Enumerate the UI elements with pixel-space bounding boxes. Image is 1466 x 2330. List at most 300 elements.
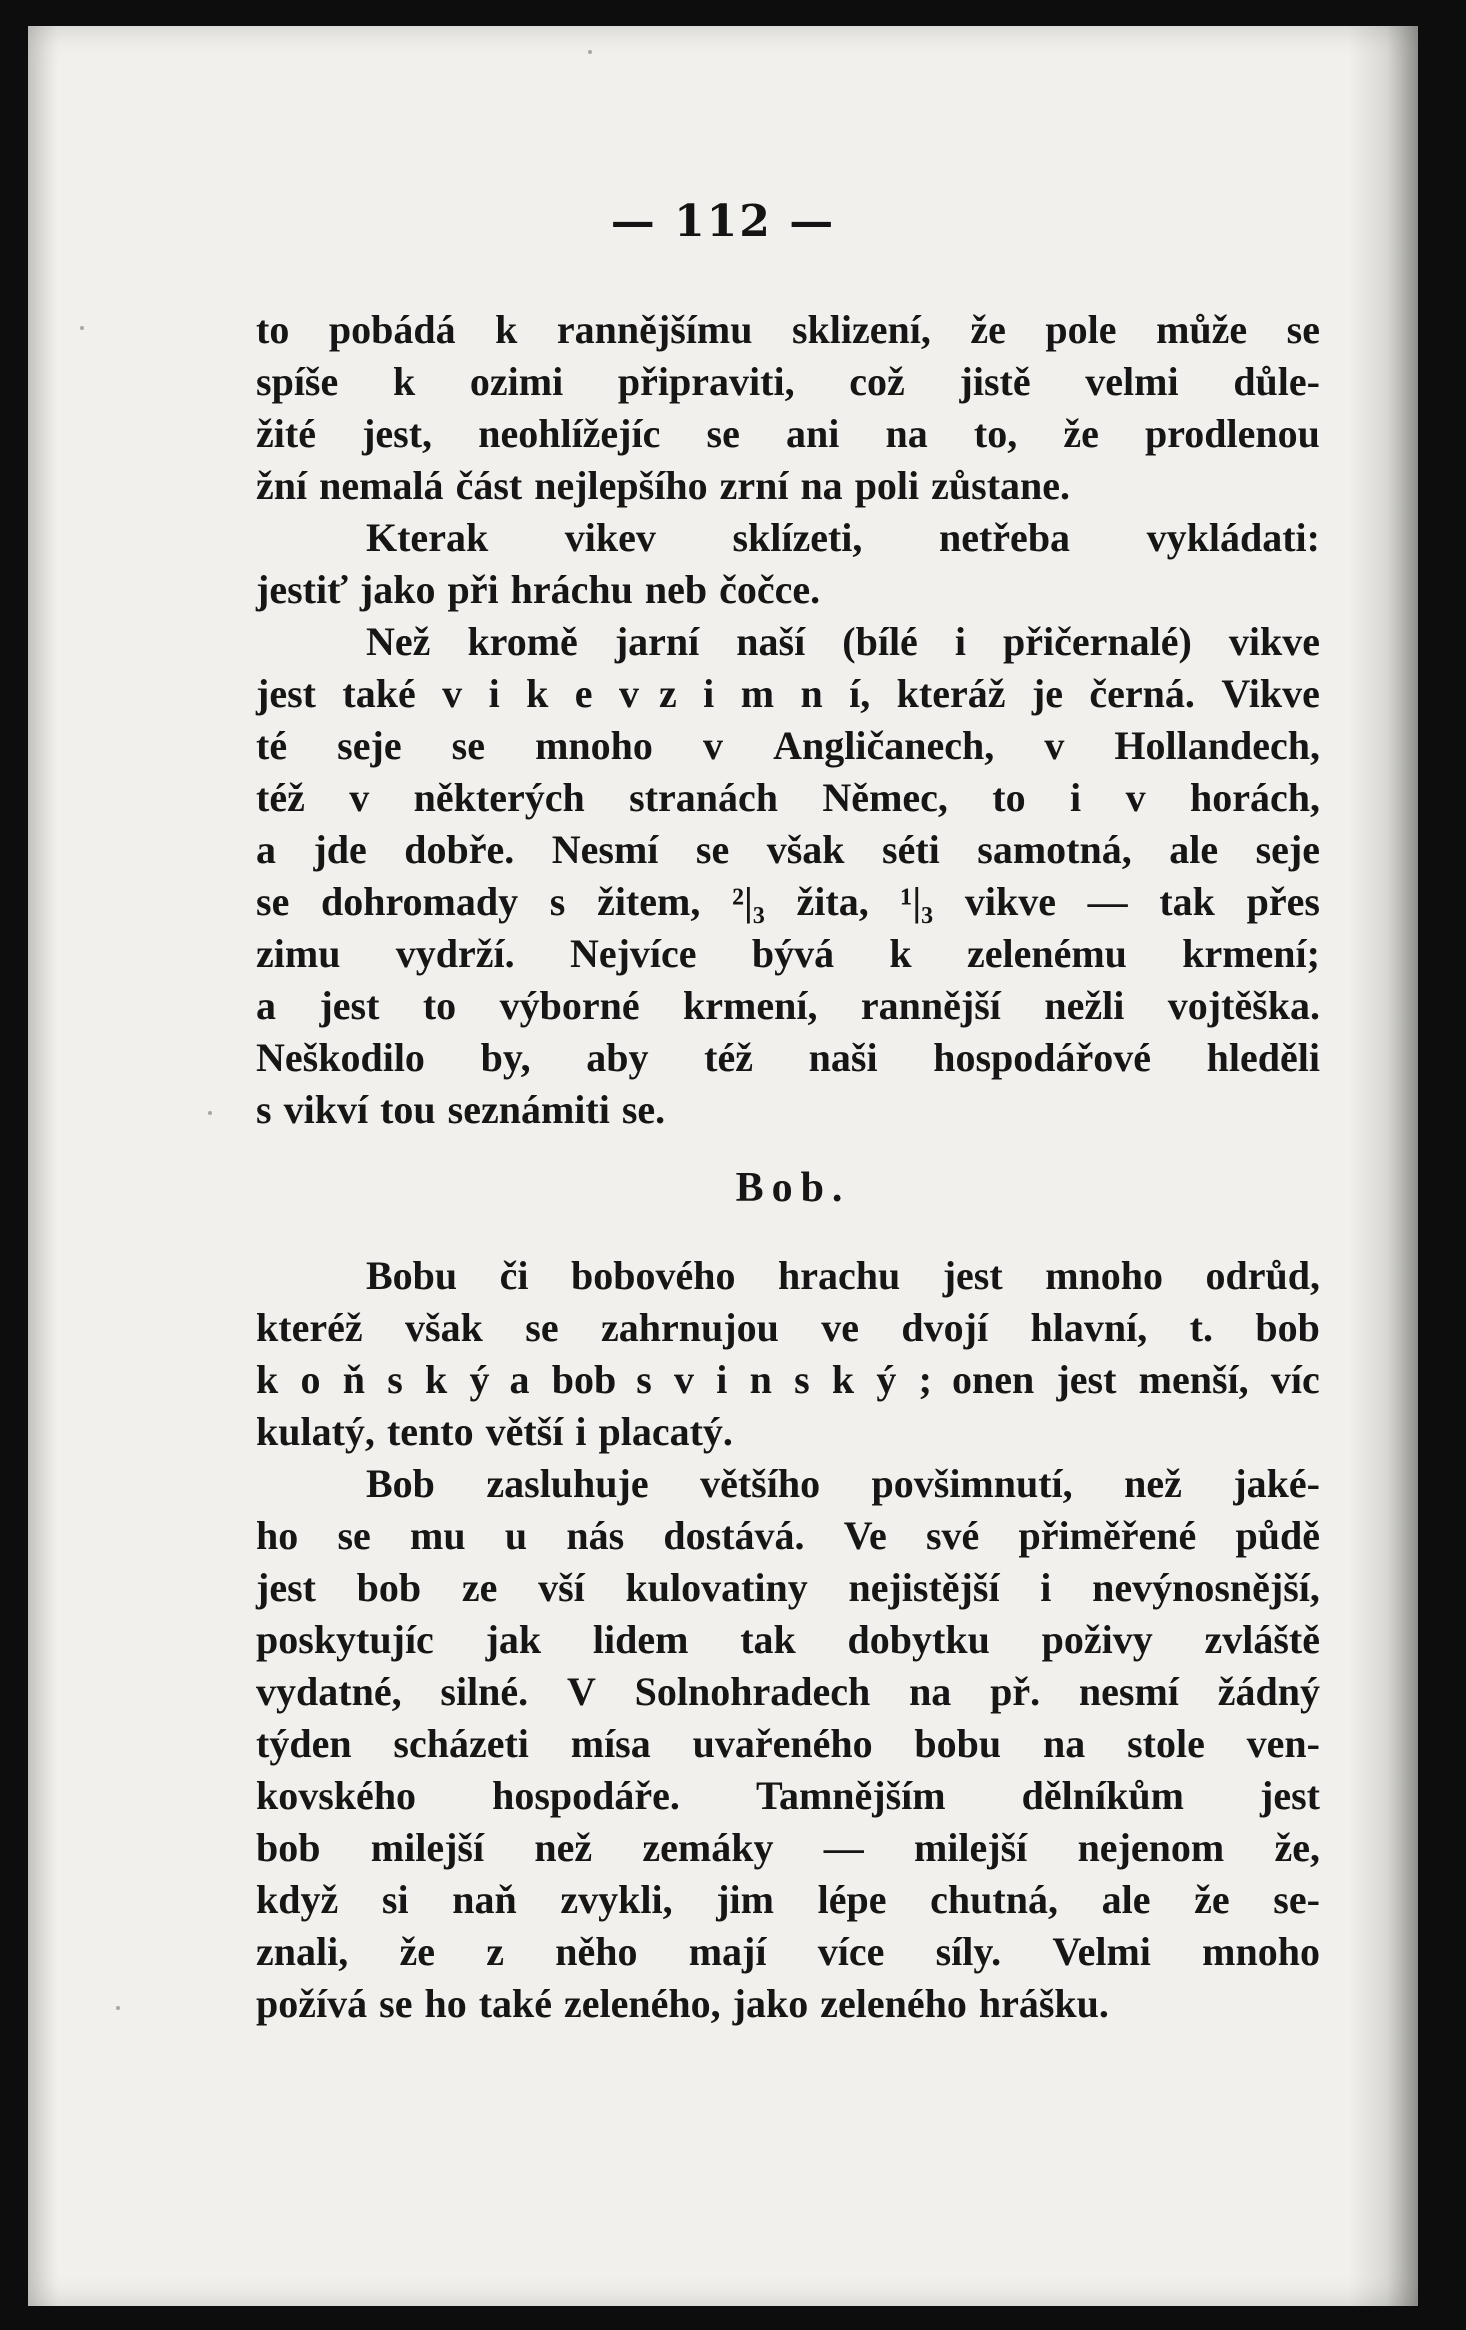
word: se <box>379 1981 413 2026</box>
word: své <box>925 1513 980 1558</box>
word: séti <box>882 827 940 872</box>
word: když <box>256 1877 339 1922</box>
word: kromě <box>467 619 578 664</box>
word: hrášku. <box>978 1981 1109 2026</box>
word: že <box>1063 411 1099 456</box>
word: vykládati: <box>1146 515 1320 560</box>
word: se <box>695 827 730 872</box>
word: kulovatiny <box>625 1565 808 1610</box>
word: jest <box>1056 1357 1117 1402</box>
word: znali, <box>256 1929 349 1974</box>
word: jest <box>256 671 316 716</box>
word: Velmi <box>1052 1929 1151 1974</box>
word: v <box>349 775 370 820</box>
word: (bílé <box>842 619 918 664</box>
word: mnoho <box>1202 1929 1320 1974</box>
word: n <box>800 671 823 716</box>
text-line <box>256 824 1320 876</box>
word: i <box>488 671 500 716</box>
word: může <box>1156 307 1248 352</box>
word: poli <box>854 463 920 508</box>
word: Ve <box>843 1513 887 1558</box>
word: tou <box>380 1087 436 1132</box>
word: zahrnujou <box>601 1305 779 1350</box>
paragraph <box>256 304 1320 512</box>
word: milejší <box>370 1825 485 1870</box>
word: se <box>451 723 485 768</box>
word: vydrží. <box>395 931 515 976</box>
word: aby <box>586 1035 649 1080</box>
word: ; onen <box>918 1357 1035 1402</box>
word: bob <box>1255 1305 1320 1350</box>
text-line <box>256 1978 1320 2030</box>
word: Angličanech, <box>773 723 995 768</box>
word: poživy <box>1041 1617 1153 1662</box>
body-text <box>256 304 1320 2030</box>
word: v <box>674 1357 695 1402</box>
word: seznámiti <box>447 1087 610 1132</box>
word: chutná, <box>930 1877 1058 1922</box>
word: jarní <box>614 619 700 664</box>
word: hleděli <box>1206 1035 1320 1080</box>
text-line <box>256 1354 1320 1406</box>
word: hráchu <box>510 567 633 612</box>
word: k <box>831 1357 855 1402</box>
word: zemáky <box>642 1825 774 1870</box>
text-line <box>256 1084 1320 1136</box>
word: však <box>405 1305 483 1350</box>
word: dvojí <box>901 1305 989 1350</box>
word: silné. <box>440 1669 529 1714</box>
word: s <box>256 1087 272 1132</box>
word: Vikve <box>1221 671 1320 716</box>
word: tak <box>740 1617 796 1662</box>
word: dostává. <box>663 1513 805 1558</box>
word: u <box>504 1513 528 1558</box>
word: Bob <box>366 1461 435 1506</box>
word: zvykli, <box>560 1877 673 1922</box>
word: Bobu <box>366 1253 458 1298</box>
word: by, <box>480 1035 531 1080</box>
word: ven- <box>1246 1721 1320 1766</box>
word: jaké- <box>1233 1461 1320 1506</box>
text-line <box>256 772 1320 824</box>
word: přičernalé) <box>1003 619 1192 664</box>
word: něho <box>555 1929 638 1974</box>
text-line <box>256 564 1320 616</box>
word: Tamnějším <box>755 1773 946 1818</box>
word: í, <box>849 671 871 716</box>
word: — <box>823 1825 864 1870</box>
word: k <box>392 359 416 404</box>
text-line <box>256 1510 1320 1562</box>
word: víc <box>1270 1357 1320 1402</box>
word: nejenom <box>1077 1825 1225 1870</box>
text-line <box>256 408 1320 460</box>
word: jako <box>732 1981 809 2026</box>
word: na <box>885 411 928 456</box>
word: ze <box>461 1565 498 1610</box>
word: placatý. <box>598 1409 733 1454</box>
text-line <box>256 1770 1320 1822</box>
word: je <box>1031 671 1063 716</box>
word: sklizení, <box>791 307 931 352</box>
word: zasluhuje <box>486 1461 649 1506</box>
word: nás <box>566 1513 625 1558</box>
word: naší <box>736 619 806 664</box>
word: krmení; <box>1182 931 1320 976</box>
word: rannějšímu <box>556 307 753 352</box>
word: ale <box>1169 827 1219 872</box>
word: a <box>256 827 276 872</box>
word: i <box>575 1409 587 1454</box>
paper-speck <box>208 1111 212 1115</box>
word: ve <box>821 1305 859 1350</box>
word: nejlepšího <box>534 463 708 508</box>
word: scházeti <box>393 1721 529 1766</box>
word: jim <box>716 1877 774 1922</box>
word: horách, <box>1189 775 1320 820</box>
word: ani <box>785 411 840 456</box>
word: což <box>849 359 905 404</box>
word: hospodářové <box>933 1035 1152 1080</box>
word: i <box>716 1357 728 1402</box>
word: i <box>703 671 715 716</box>
word: nesmí <box>1078 1669 1179 1714</box>
word: naň <box>452 1877 517 1922</box>
word: i <box>1070 775 1082 820</box>
word: více <box>817 1929 885 1974</box>
word: že <box>970 307 1006 352</box>
word: lépe <box>817 1877 887 1922</box>
word: k <box>889 931 912 976</box>
word: jest, <box>362 411 433 456</box>
word: bývá <box>751 931 835 976</box>
word: Nesmí <box>551 827 659 872</box>
word: vikve <box>964 879 1056 924</box>
word: Než <box>366 619 431 664</box>
word: s <box>387 1357 403 1402</box>
word: vikev <box>564 515 656 560</box>
word: výborné <box>499 983 640 1028</box>
word: hrachu <box>778 1253 901 1298</box>
text-line <box>256 928 1320 980</box>
word: bob <box>356 1565 422 1610</box>
text-line <box>256 1458 1320 1510</box>
word: ale <box>1101 1877 1151 1922</box>
word: si <box>381 1877 409 1922</box>
word: k <box>425 1357 448 1402</box>
word: př. <box>990 1669 1041 1714</box>
word: se- <box>1273 1877 1320 1922</box>
word: netřeba <box>938 515 1071 560</box>
word: týden <box>256 1721 352 1766</box>
word: jest <box>1260 1773 1320 1818</box>
word: v <box>1044 723 1065 768</box>
word: se <box>1286 307 1320 352</box>
word: žita, <box>796 879 869 924</box>
word: pole <box>1045 307 1117 352</box>
word: nejistější <box>848 1565 1000 1610</box>
text-line <box>256 304 1320 356</box>
word: bobového <box>571 1253 736 1298</box>
word: ň <box>342 1357 365 1402</box>
word: mnoho <box>535 723 653 768</box>
word: odrůd, <box>1205 1253 1320 1298</box>
word: se <box>337 1513 371 1558</box>
word: v <box>1125 775 1146 820</box>
word: v z <box>618 671 677 716</box>
word: že <box>1194 1877 1230 1922</box>
word: tak <box>1159 879 1215 924</box>
word: seje <box>337 723 402 768</box>
paragraph <box>256 616 1320 1136</box>
word: nežli <box>1044 983 1125 1028</box>
word: Kterak <box>366 515 489 560</box>
section-heading-line <box>256 1162 1320 1214</box>
word: i <box>954 619 966 664</box>
word: též <box>256 775 305 820</box>
word: a <box>256 983 276 1028</box>
text-line <box>256 356 1320 408</box>
word: seje <box>1255 827 1320 872</box>
page-number: — 112 — <box>610 196 836 247</box>
word: na <box>800 463 843 508</box>
book-page <box>28 26 1418 2306</box>
text-line <box>256 1562 1320 1614</box>
word: dohromady <box>321 879 519 924</box>
word: ho <box>256 1513 299 1558</box>
word: větší <box>485 1409 564 1454</box>
word: jak <box>485 1617 542 1662</box>
word: též <box>704 1035 753 1080</box>
word: kteráž <box>896 671 1006 716</box>
word: při <box>447 567 499 612</box>
word: jestiť <box>256 567 348 612</box>
text-line <box>256 1406 1320 1458</box>
word: t. <box>1189 1305 1213 1350</box>
word: s <box>794 1357 810 1402</box>
word: hospodáře. <box>492 1773 680 1818</box>
word: mají <box>688 1929 767 1974</box>
word: to <box>992 775 1026 820</box>
word: jest <box>942 1253 1003 1298</box>
word: žní <box>256 463 308 508</box>
word: kovského <box>256 1773 417 1818</box>
word: milejší <box>913 1825 1028 1870</box>
text-line <box>256 1822 1320 1874</box>
text-line <box>256 1302 1320 1354</box>
word: bobu <box>914 1721 1002 1766</box>
word: žité <box>256 411 316 456</box>
word: lidem <box>592 1617 689 1662</box>
word: samotná, <box>977 827 1132 872</box>
page-gutter-shadow <box>28 26 58 2306</box>
word: že <box>399 1929 435 1974</box>
word: ¹|₃ <box>900 879 934 924</box>
word: pobádá <box>328 307 456 352</box>
word: povšimnutí, <box>871 1461 1073 1506</box>
word: na <box>1042 1721 1086 1766</box>
word: se. <box>621 1087 666 1132</box>
word: n <box>749 1357 772 1402</box>
word: spíše <box>256 359 339 404</box>
word: naši <box>808 1035 878 1080</box>
word: to, <box>973 411 1018 456</box>
word: půdě <box>1235 1513 1320 1558</box>
word: kteréž <box>256 1305 363 1350</box>
word: bob <box>256 1825 321 1870</box>
word: se <box>706 411 740 456</box>
paper-speck <box>116 2006 120 2010</box>
word: Neškodilo <box>256 1035 425 1080</box>
word: vikve <box>1228 619 1320 664</box>
word: či <box>499 1253 529 1298</box>
word: některých <box>413 775 585 820</box>
word: dobře. <box>404 827 515 872</box>
word: černá. <box>1089 671 1195 716</box>
text-line <box>256 512 1320 564</box>
text-line <box>256 1926 1320 1978</box>
word: jest <box>319 983 380 1028</box>
word: z <box>486 1929 504 1974</box>
word: síly. <box>935 1929 1002 1974</box>
word: zeleného <box>820 1981 967 2026</box>
word: vojtěška. <box>1167 983 1320 1028</box>
word: jde <box>313 827 367 872</box>
word: vší <box>538 1565 585 1610</box>
word: to <box>256 307 290 352</box>
word: krmení, <box>683 983 818 1028</box>
word: dělníkům <box>1021 1773 1184 1818</box>
word: i <box>1040 1565 1052 1610</box>
paragraph <box>256 512 1320 616</box>
text-line <box>256 1718 1320 1770</box>
word: žádný <box>1217 1669 1320 1714</box>
word: se <box>525 1305 559 1350</box>
word: čočce. <box>719 567 821 612</box>
word: ý a <box>469 1357 530 1402</box>
word: zůstane. <box>931 463 1071 508</box>
word: Němec, <box>822 775 948 820</box>
word: k <box>526 671 549 716</box>
paper-speck <box>588 50 592 54</box>
word: zvláště <box>1204 1617 1320 1662</box>
paragraph <box>256 1250 1320 1458</box>
word: dobytku <box>847 1617 990 1662</box>
word: že, <box>1274 1825 1320 1870</box>
word: uvařeného <box>692 1721 873 1766</box>
word: většího <box>700 1461 821 1506</box>
word: zimu <box>256 931 341 976</box>
word: zrní <box>719 463 789 508</box>
word: velmi <box>1085 359 1179 404</box>
text-line <box>256 876 1320 928</box>
word: však <box>766 827 845 872</box>
word: také <box>478 1981 553 2026</box>
word: v <box>442 671 463 716</box>
word: to <box>422 983 457 1028</box>
word: ²|₃ <box>732 879 765 924</box>
word: neohlížejíc <box>478 411 661 456</box>
word: V <box>566 1669 596 1714</box>
word: ozimi <box>469 359 564 404</box>
word: poskytujíc <box>256 1617 434 1662</box>
word: než <box>1124 1461 1182 1506</box>
word: na <box>909 1669 952 1714</box>
word: v <box>703 723 723 768</box>
word: část <box>455 463 523 508</box>
text-line <box>256 668 1320 720</box>
text-line <box>256 616 1320 668</box>
text-line <box>256 1614 1320 1666</box>
word: mnoho <box>1045 1253 1163 1298</box>
word: Solnohradech <box>634 1669 871 1714</box>
word: nevýnosnější, <box>1092 1565 1320 1610</box>
word: sklízeti, <box>732 515 863 560</box>
word: Nejvíce <box>569 931 697 976</box>
word: kulatý, <box>256 1409 375 1454</box>
word: důle- <box>1233 359 1320 404</box>
paragraph <box>256 1458 1320 2030</box>
word: k <box>495 307 518 352</box>
word: e <box>574 671 593 716</box>
word: prodlenou <box>1145 411 1320 456</box>
word: mísa <box>570 1721 651 1766</box>
word: menší, <box>1138 1357 1249 1402</box>
word: připraviti, <box>617 359 795 404</box>
word: požívá <box>256 1981 368 2026</box>
word: s <box>549 879 566 924</box>
word: jako <box>359 567 436 612</box>
word: mu <box>410 1513 466 1558</box>
text-line <box>256 1032 1320 1084</box>
word: té <box>256 723 288 768</box>
word: vikví <box>283 1087 369 1132</box>
word: ý <box>876 1357 897 1402</box>
word: nemalá <box>319 463 444 508</box>
word: než <box>534 1825 593 1870</box>
word: rannější <box>860 983 1001 1028</box>
paper-speck <box>80 326 84 330</box>
word: stole <box>1127 1721 1205 1766</box>
word: také <box>342 671 416 716</box>
word: zelenému <box>966 931 1127 976</box>
word: přiměřené <box>1018 1513 1197 1558</box>
word: o <box>300 1357 321 1402</box>
word: přes <box>1246 879 1320 924</box>
word: neb <box>644 567 708 612</box>
word: m <box>740 671 775 716</box>
text-line <box>256 1874 1320 1926</box>
text-line <box>256 980 1320 1032</box>
word: se <box>256 879 290 924</box>
page-edge-shadow <box>1348 26 1418 2306</box>
word: jistě <box>959 359 1031 404</box>
word: ho <box>424 1981 467 2026</box>
word: stranách <box>629 775 779 820</box>
word: — <box>1087 879 1128 924</box>
word: tento <box>386 1409 474 1454</box>
word: hlavní, <box>1030 1305 1148 1350</box>
word: k <box>256 1357 279 1402</box>
section-heading: Bob. <box>735 1165 851 1211</box>
word: Hollandech, <box>1114 723 1320 768</box>
text-line <box>256 720 1320 772</box>
text-line <box>256 1250 1320 1302</box>
word: vydatné, <box>256 1669 402 1714</box>
word: jest <box>256 1565 316 1610</box>
